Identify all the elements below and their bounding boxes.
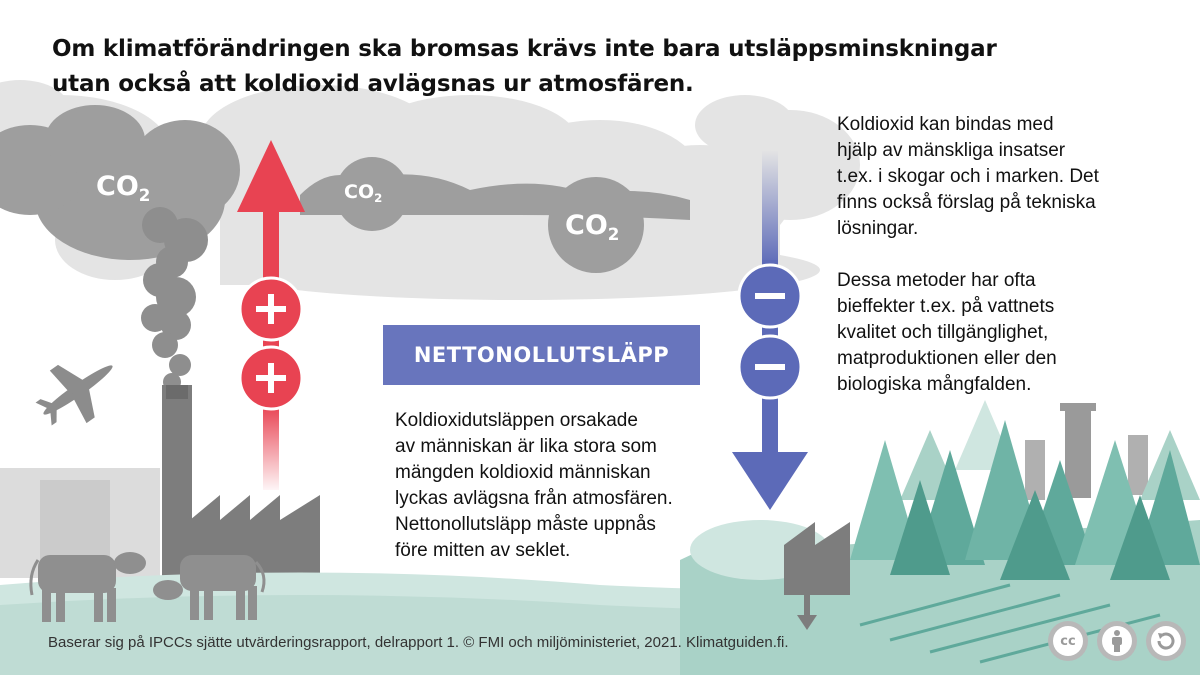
net-zero-line: av människan är lika stora som <box>395 436 657 457</box>
removal-line: finns också förslag på tekniska <box>837 192 1096 213</box>
co2-subscript: 2 <box>374 191 383 206</box>
removal-line: Koldioxid kan bindas med <box>837 114 1054 135</box>
plus-icon <box>240 347 302 409</box>
headline <box>52 32 1012 102</box>
share-alike-icon <box>1155 630 1177 652</box>
cc-icon-text: cc <box>1053 626 1083 656</box>
removal-line: t.ex. i skogar och i marken. Det <box>837 166 1099 187</box>
sa-icon-glyph <box>1151 626 1181 656</box>
by-icon[interactable] <box>1097 621 1137 661</box>
co2-text: CO <box>344 181 375 203</box>
side-effects-line: bieffekter t.ex. på vattnets <box>837 296 1055 317</box>
net-zero-description <box>395 408 695 564</box>
removal-line: hjälp av mänskliga insatser <box>837 140 1066 161</box>
net-zero-line: före mitten av seklet. <box>395 540 571 561</box>
co2-label <box>96 171 151 205</box>
co2-label <box>344 181 383 206</box>
removal-description <box>837 112 1167 398</box>
person-icon <box>1109 630 1125 652</box>
removal-line: lösningar. <box>837 218 919 239</box>
sa-icon[interactable] <box>1146 621 1186 661</box>
co2-subscript: 2 <box>138 184 151 205</box>
net-zero-line: mängden koldioxid människan <box>395 462 651 483</box>
airplane-icon <box>25 340 131 441</box>
chimney-smoke <box>141 207 208 391</box>
minus-icon <box>739 265 801 327</box>
by-icon-glyph <box>1102 626 1132 656</box>
net-zero-line: lyckas avlägsna från atmosfären. <box>395 488 673 509</box>
co2-text: CO <box>565 210 608 241</box>
minus-icon <box>739 336 801 398</box>
co2-label <box>565 210 620 244</box>
headline-line-2: utan också att koldioxid avlägsnas ur atmosfären. <box>52 71 694 97</box>
plus-icon <box>240 278 302 340</box>
net-zero-line: Koldioxidutsläppen orsakade <box>395 410 638 431</box>
net-zero-line: Nettonollutsläpp måste uppnås <box>395 514 656 535</box>
co2-text: CO <box>96 171 139 202</box>
net-zero-badge: NETTONOLLUTSLÄPP <box>383 325 700 385</box>
headline-line-1: Om klimatförändringen ska bromsas krävs inte bara utsläppsminskningar <box>52 36 997 62</box>
co2-subscript: 2 <box>607 223 620 244</box>
side-effects-line: matproduktionen eller den <box>837 348 1057 369</box>
side-effects-line: biologiska mångfalden. <box>837 374 1032 395</box>
source-footer: Baserar sig på IPCCs sjätte utvärderingsrapport, delrapport 1. © FMI och miljöministeriet, 2021. Klimatguiden.fi. <box>48 634 789 651</box>
side-effects-line: kvalitet och tillgänglighet, <box>837 322 1049 343</box>
side-effects-line: Dessa metoder har ofta <box>837 270 1036 291</box>
cc-icon[interactable] <box>1048 621 1088 661</box>
